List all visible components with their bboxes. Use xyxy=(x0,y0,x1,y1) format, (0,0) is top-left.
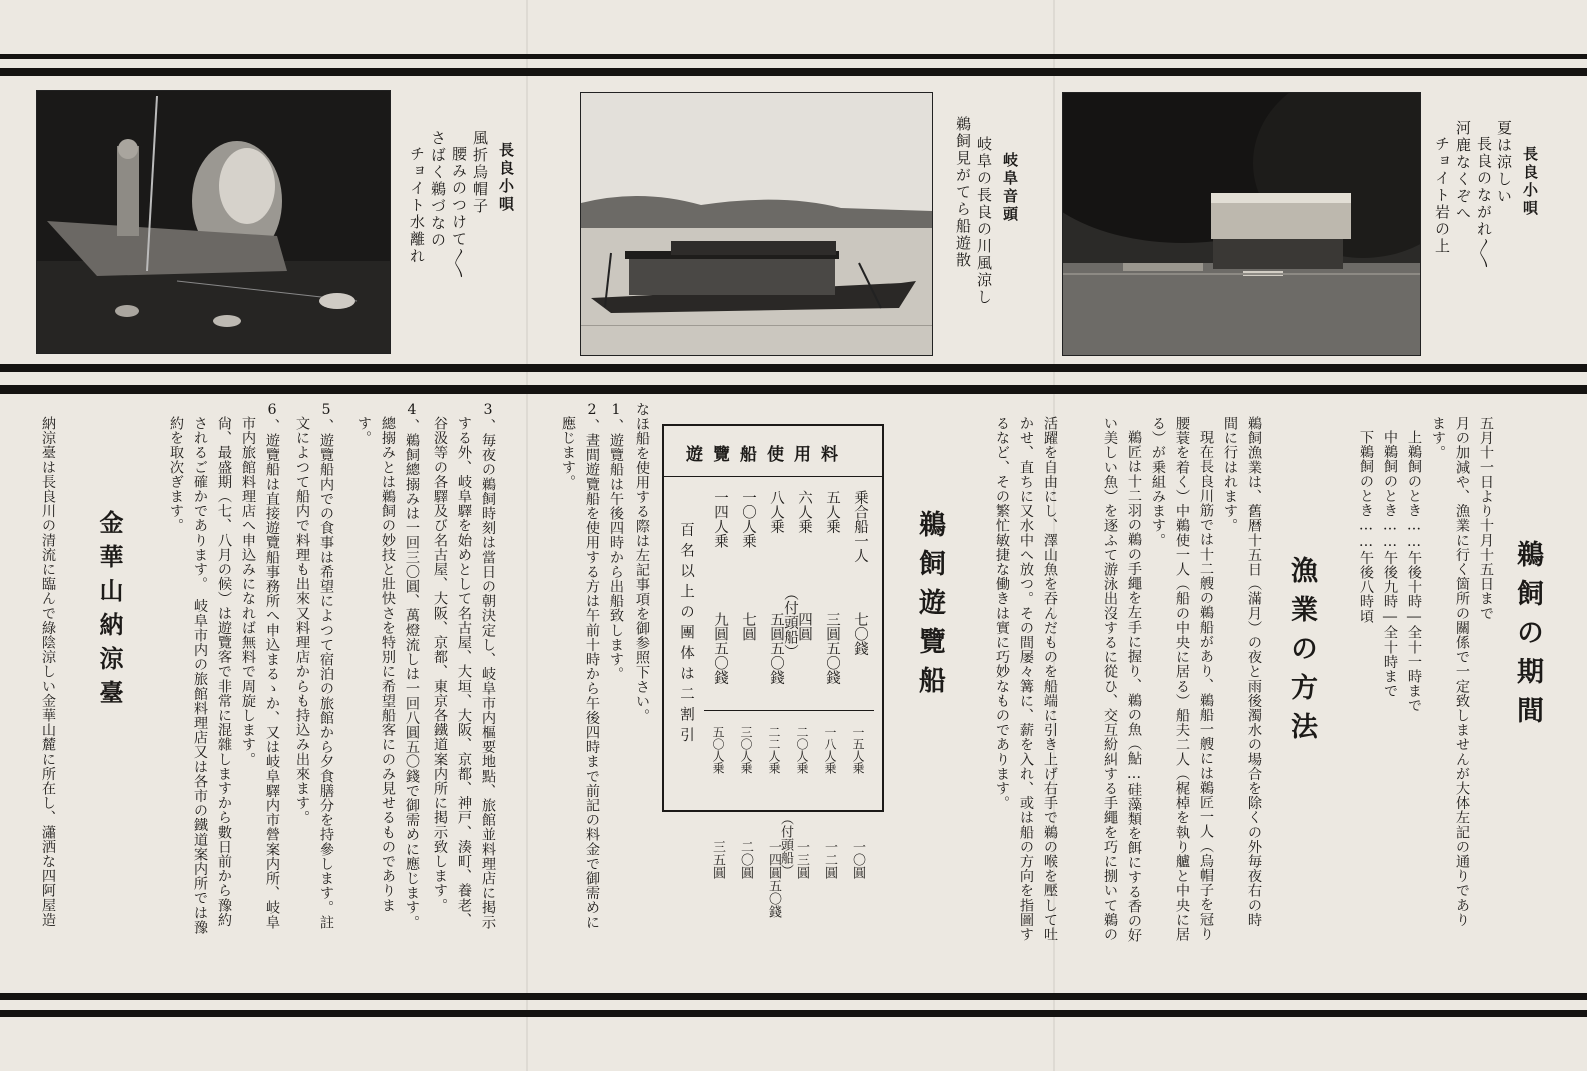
song-line: チョイト岩の上 xyxy=(1433,136,1451,255)
method-title: 漁業の方法 xyxy=(1286,556,1317,751)
fare-label: 一八人乗 xyxy=(823,726,837,774)
method-line: 鵜飼漁業は、舊暦十五日（滿月）の夜と雨後濁水の場合を除くの外毎夜右の時 xyxy=(1246,416,1262,927)
fare-price: 三五圓 xyxy=(710,840,725,879)
fare-label: 二二人乗 xyxy=(767,726,781,774)
fare-price: 九圓五〇錢 xyxy=(712,612,728,685)
note-line: 1、遊覽船は午後四時から出船致します。 xyxy=(608,402,624,682)
note-line: 約を取次ぎます。 xyxy=(168,416,184,533)
boat-title: 鵜飼遊覽船 xyxy=(914,510,945,705)
fare-price: 一二圓 xyxy=(822,840,837,879)
song-line: 風折烏帽子 xyxy=(471,130,489,215)
song-title: 長良小唄 xyxy=(1521,146,1539,218)
fare-title: 遊覽船使用料 xyxy=(686,445,848,465)
note-line: 4、鵜飼總搦みは一回三〇圓、萬燈流しは一回八圓五〇錢で御需めに應じます。 xyxy=(404,402,420,930)
note-line: する外、岐阜驛を始めとして名古屋、大垣、大阪、京都、神戸、湊町、養老、 xyxy=(456,416,472,927)
fare-label: 一〇人乗 xyxy=(740,490,756,548)
note-line: されるご確かであります。 岐阜市内の旅館料理店又は各市の鐵道案内所では豫 xyxy=(192,416,208,935)
method-line: 間に行はれます。 xyxy=(1222,416,1238,533)
bottom-rule xyxy=(0,993,1587,1017)
method-line: い美しい魚）を逐ふて游泳出沒するに從ひ、交互紛糾する手繩を巧に捌いて鵜の xyxy=(1102,416,1118,942)
fare-price: 四圓 xyxy=(796,612,812,641)
fare-group-label: （付頭船） xyxy=(778,812,793,877)
method-line: るなど、その繁忙敏捷な働きは實に巧妙なものであります。 xyxy=(994,416,1010,811)
cormorant-fishing-photo xyxy=(36,90,391,354)
period-line: 下鵜飼のとき……午後八時頃 xyxy=(1358,430,1374,624)
method-line: 腰蓑を着く）中鵜使一人（船の中央に居る）船夫二人（梶棹を執り艫と中央に居 xyxy=(1174,416,1190,942)
fare-label: 五〇人乗 xyxy=(711,726,725,774)
middle-rule xyxy=(0,364,1587,394)
fare-label: 六人乗 xyxy=(796,490,812,534)
song-line: 長良のながれ〱 xyxy=(1475,136,1493,270)
song-line: 鵜飼見がてら船遊散 xyxy=(954,116,972,269)
fare-label: 八人乗 xyxy=(768,490,784,534)
note-line: 谷汲等の各驛及び名古屋、大阪、京都、東京各鐵道案内所に掲示致します。 xyxy=(432,416,448,913)
fare-label: 一四人乗 xyxy=(712,490,728,548)
fare-table xyxy=(662,424,884,812)
song-line: さばく鵜づなの xyxy=(429,130,447,249)
note-line: す。 xyxy=(356,416,372,446)
fare-price: 七圓 xyxy=(740,612,756,641)
pleasure-boat-photo xyxy=(580,92,933,356)
fare-label: 三〇人乗 xyxy=(739,726,753,774)
note-line: 文によつて船内で料理も出來又料理店からも持込み出來ます。 xyxy=(294,416,310,825)
note-line: 3、毎夜の鵜飼時刻は當日の朝決定し、岐阜市内樞要地點、旅館並料理店に掲示 xyxy=(480,402,496,930)
kinkazan-title: 金華山納涼臺 xyxy=(95,510,124,714)
note-line: 總搦みとは鵜飼の妙技と壯快さを特別に希望船客にのみ見せるものでありま xyxy=(380,416,396,913)
period-line: 月の加減や、漁業に行く箇所の關係で一定致しませんが大体左記の通りであり xyxy=(1454,416,1470,927)
kinkazan-line: 納涼臺は長良川の清流に臨んで綠陰涼しい金華山麓に所在し、瀟洒な四阿屋造 xyxy=(40,416,56,927)
note-line: なほ船を使用する際は左記事項を御参照下さい。 xyxy=(634,402,650,724)
song-line: 河鹿なくぞへ xyxy=(1454,120,1472,222)
song-title: 長良小唄 xyxy=(497,142,515,214)
note-line: 2、晝間遊覽船を使用する方は午前十時から午後四時まで前記の料金で御需めに xyxy=(584,402,600,930)
song-line: 腰みのつけて〱 xyxy=(450,146,468,280)
song-line: 夏は涼しい xyxy=(1495,120,1513,205)
period-line: 上鵜飼のとき……午後十時―全十一時まで xyxy=(1406,430,1422,713)
fare-divider xyxy=(704,710,874,711)
song-line: 岐阜の長良の川風涼し xyxy=(975,136,993,306)
method-line: 現在長良川筋では十二艘の鵜船があり、鵜船一艘には鵜匠一人（烏帽子を冠り xyxy=(1198,430,1214,941)
period-title: 鵜飼の期間 xyxy=(1512,540,1543,735)
method-line: る）が乗組みます。 xyxy=(1150,416,1166,548)
fare-price: 二〇圓 xyxy=(738,840,753,879)
note-line: 5、遊覽船内での食事は希望によつて宿泊の旅館から夕食膳分を持參します。註 xyxy=(318,402,334,930)
fare-label: 二〇人乗 xyxy=(795,726,809,774)
note-line: 應じます。 xyxy=(560,416,576,489)
fold-line xyxy=(526,0,528,1071)
fare-label: 五人乗 xyxy=(824,490,840,534)
fare-price: 七〇錢 xyxy=(852,612,868,656)
period-line: ます。 xyxy=(1430,416,1446,460)
riverside-teahouse-photo xyxy=(1062,92,1421,356)
fare-price: 三圓五〇錢 xyxy=(824,612,840,685)
method-line: かせ、直ちに又水中へ放つ。その間屡々篝に、薪を入れ、或は船の方向を指圖す xyxy=(1018,416,1034,942)
fare-price: 一三圓 xyxy=(794,840,809,879)
fare-note: 百名以上の團体は二割引 xyxy=(678,522,694,748)
fare-group-label: （付頭船） xyxy=(782,586,798,659)
fare-label: 一五人乗 xyxy=(851,726,865,774)
period-line: 五月十一日より十月十五日まで xyxy=(1478,416,1494,621)
fare-price: 一四圓五〇錢 xyxy=(766,840,781,918)
note-line: 6、遊覽船は直接遊覽船事務所へ申込まるゝか、又は岐阜驛内市營案内所、岐阜 xyxy=(264,402,280,930)
fare-price: 一〇圓 xyxy=(850,840,865,879)
fare-divider xyxy=(664,476,882,477)
method-line: 活躍を自由にし、澤山魚を吞んだものを船端に引き上げ右手で鵜の喉を壓して吐 xyxy=(1042,416,1058,942)
period-line: 中鵜飼のとき……午後九時―全十時まで xyxy=(1382,430,1398,699)
fare-label: 乗合船一人 xyxy=(852,490,868,563)
song-line: チョイト水離れ xyxy=(408,146,426,265)
fare-price: 五圓五〇錢 xyxy=(768,612,784,685)
method-line: 鵜匠は十二羽の鵜の手繩を左手に握り、鵜の魚（鮎…硅藻類を餌にする香の好 xyxy=(1126,430,1142,943)
top-rule xyxy=(0,54,1587,76)
song-title: 岐阜音頭 xyxy=(1001,152,1019,224)
note-line: 尙、最盛期（七、八月の候）は遊覽客で非常に混雜しますから數日前から豫約 xyxy=(216,416,232,927)
note-line: 市内旅館料理店へ申込みになれば無料で周旋します。 xyxy=(240,416,256,767)
